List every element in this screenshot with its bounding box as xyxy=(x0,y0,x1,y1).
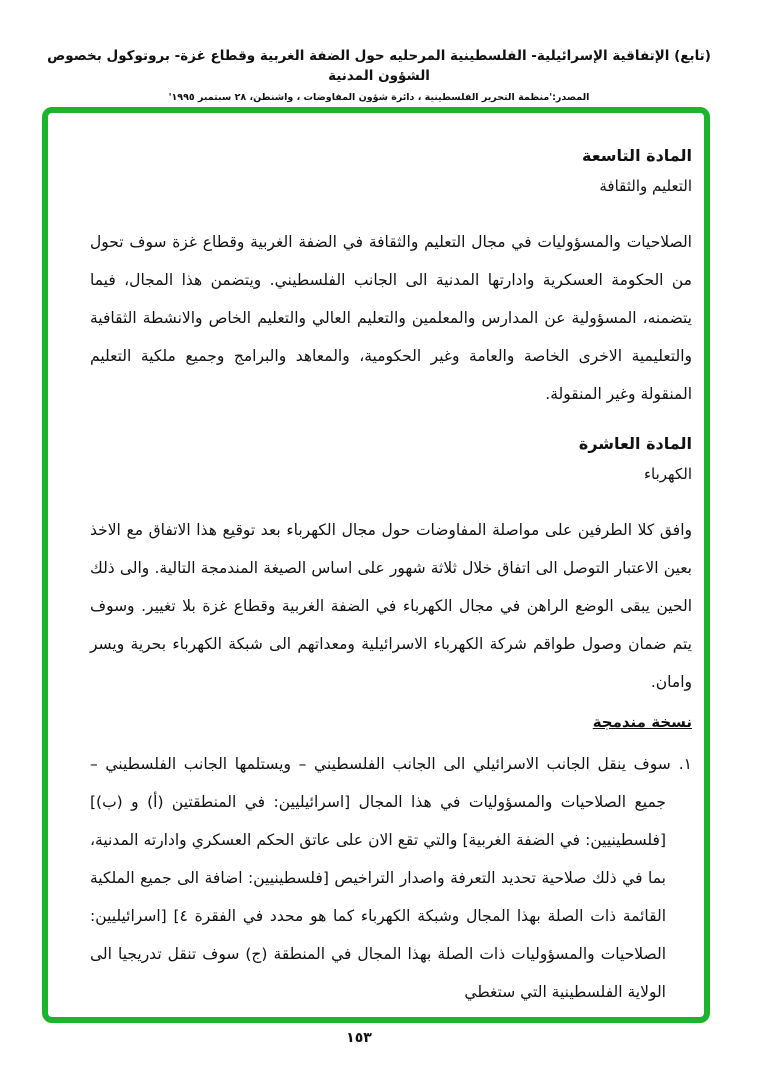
document-content xyxy=(48,113,704,1017)
green-border-frame xyxy=(42,107,710,1023)
page-header xyxy=(0,46,758,105)
article-nine-heading: المادة التاسعة xyxy=(582,146,692,165)
article-nine-subheading: التعليم والثقافة xyxy=(599,177,692,195)
list-item-1-text: سوف ينقل الجانب الاسرائيلي الى الجانب الفلسطيني – ويستلمها الجانب الفلسطيني – جميع الصلاحيات والمسؤوليات في هذا المجال [اسرائيليين: في المنطقتين (أ) و (ب)] [فلسطينيين: في الضفة الغربية] والتي تقع الان على عاتق الحكم العسكري وادارته المدنية، بما في ذلك صلاحية تحديد التعرفة واصدار التراخيص [فلسطينيين: اضافة الى جميع الملكية القائمة ذات الصلة بهذا المجال وشبكة الكهرباء كما هو محدد في الفقرة ٤] [اسرائيليين: الصلاحيات والمسؤوليات ذات الصلة بهذا المجال في المنطقة (ج) سوف تنقل تدريجيا الى الولاية الفلسطينية التي ستغطي xyxy=(90,755,671,1001)
article-ten-subheading: الكهرباء xyxy=(643,465,692,483)
merged-version-section xyxy=(90,711,692,1011)
list-item-1-number: ١. xyxy=(678,755,692,773)
merged-version-heading: نسخة مندمجة xyxy=(592,713,692,731)
article-nine-paragraph: الصلاحيات والمسؤوليات في مجال التعليم والثقافة في الضفة الغربية وقطاع غزة سوف تحول من الحكومة العسكرية وادارتها المدنية الى الجانب الفلسطيني. ويتضمن هذا المجال، فيما يتضمنه، المسؤولية عن المدارس والمعلمين والتعليم العالي والتعليم الخاص والانشطة الثقافية والتعليمية الاخرى الخاصة والعامة وغير الحكومية، والمعاهد والبرامج وجميع ملكية التعليم المنقولة وغير المنقولة. xyxy=(90,233,692,403)
page-number: ١٥٣ xyxy=(346,1030,372,1046)
article-ten-heading: المادة العاشرة xyxy=(578,434,692,453)
article-nine-section xyxy=(90,145,692,413)
list-item-1 xyxy=(90,745,692,1011)
article-ten-paragraph: وافق كلا الطرفين على مواصلة المفاوضات حول مجال الكهرباء بعد توقيع هذا الاتفاق مع الاخذ بعين الاعتبار التوصل الى اتفاق خلال ثلاثة شهور على اساس الصيغة المندمجة التالية. والى ذلك الحين يبقى الوضع الراهن في مجال الكهرباء في الضفة الغربية وقطاع غزة بلا تغيير. وسوف يتم ضمان وصول طواقم شركة الكهرباء الاسرائيلية ومعداتهم الى شبكة الكهرباء بحرية ويسر وامان. xyxy=(90,521,692,691)
document-source-line: المصدر:'منظمة التحرير الفلسطينية ، دائرة شؤون المفاوضات ، واشنطن، ٢٨ سبتمبر ١٩٩٥' xyxy=(168,92,590,103)
article-ten-section xyxy=(90,433,692,701)
document-title: (تابع) الإتفاقية الإسرائيلية- الفلسطينية المرحليه حول الضفة الغربية وقطاع غزة- بروتوكول بخصوص الشؤون المدنية xyxy=(47,48,711,84)
